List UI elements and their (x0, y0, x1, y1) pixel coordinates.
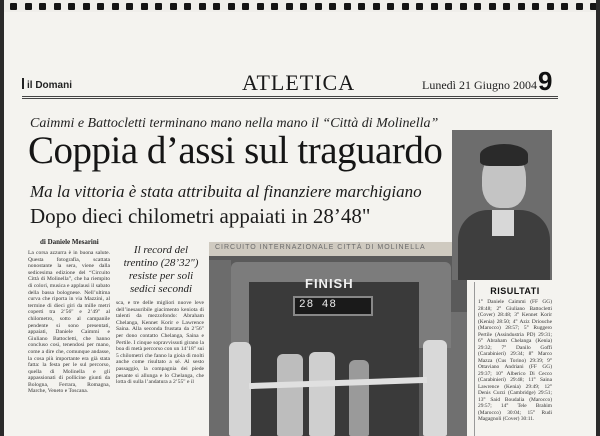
binding-hole (83, 3, 90, 10)
binding-hole (54, 3, 61, 10)
spectator-left (229, 342, 251, 436)
runner-battocletti (309, 352, 335, 436)
binding-hole (126, 3, 133, 10)
binding-hole (387, 3, 394, 10)
binding-hole (402, 3, 409, 10)
binding-hole (576, 3, 583, 10)
portrait-photo (452, 130, 552, 280)
header-bar (22, 78, 24, 89)
binding-hole (460, 3, 467, 10)
subheadline-2: Dopo dieci chilometri appaiati in 28’48" (30, 204, 371, 228)
binding-hole (25, 3, 32, 10)
binding-hole (242, 3, 249, 10)
side-advertising-board (209, 260, 231, 436)
binding-hole (532, 3, 539, 10)
binding-hole (155, 3, 162, 10)
binding-hole (97, 3, 104, 10)
binding-hole (329, 3, 336, 10)
results-list: 1° Daniele Caimmi (FF GG) 28:48; 2° Giuliano Battocletti (Cover) 28:48; 3° Kennet Korir (Kenia) 28:50; 4° Aziz Driouche (Marocco) 28:57; 5° Ruggero Pertile (Assindustria PD) 29:31; 6° Abraham Chelanga (Kenia) 29:32; 7° Danilo Goffi (Carabinieri) 29:34; 8° Marco Mazza (Cus Torino) 29:39; 9° Ottaviano Andriani (FF GG) 29:37; 10° Alberico Di Cecco (Carabinieri) 29:48; 11° Saina Lawrence (Kenia) 29:49; 12° Denis Curzi (Cambridge) 29:51; 13° Said Boudalia (Marocco) 29:57; 14° Tele Brahim (Marocco) 30:04; 15° Rudi Magagnoli (Cover) 30:11. (478, 299, 552, 422)
pull-quote: Il record del trentino (28’32") resiste per soli sedici secondi (123, 244, 199, 295)
binding-hole (416, 3, 423, 10)
byline: di Daniele Mesarini (40, 238, 99, 246)
finish-line-photo (209, 242, 467, 436)
newspaper-page (4, 0, 596, 436)
runner-caimmi (277, 354, 303, 436)
binding-hole (344, 3, 351, 10)
binding-hole (271, 3, 278, 10)
spiral-binding (4, 0, 596, 12)
race-clock (293, 296, 373, 316)
binding-hole (213, 3, 220, 10)
binding-hole (141, 3, 148, 10)
portrait-collar (492, 210, 514, 236)
issue-date: Lunedì 21 Giugno 2004 (422, 78, 537, 92)
header-rule (22, 96, 558, 97)
binding-hole (474, 3, 481, 10)
portrait-hair (480, 144, 528, 166)
race-banner-text: CIRCUITO INTERNAZIONALE CITTÀ DI MOLINELLA (215, 244, 426, 251)
binding-hole (286, 3, 293, 10)
article-column-1: La corsa azzurra è in buona salute. Questa fotografia, scattata nonostante la sera, viene dalla sedicesima edizione del “Circuito Città di Molinella”, che ha riempito di colori, musica e applausi il sabato della bassa bolognese. Nell’ultima curva che riporta in via Mazzini, al termine di dieci giri da mille metri coperti tra 2’56" e 2’49" al chilometro, sotto al campanile pendente si sono presentati, appaiati, Daniele Caimmi e Giuliano Battocletti, che hanno concluso così, tenendosi per mano, come a dire che, comunque andasse, la cosa più importante era già stata fatta: la festa per le sul percorso, quella di Molinella e gli appassionati di pollicine giunti da Bologna, Ferrara, Romagna, Marche, Veneto e Toscana. (28, 250, 110, 395)
page-header (4, 66, 596, 98)
binding-hole (184, 3, 191, 10)
headline: Coppia d’assi sul traguardo (28, 129, 443, 172)
binding-hole (590, 3, 596, 10)
binding-hole (39, 3, 46, 10)
binding-hole (199, 3, 206, 10)
spectator-right (423, 340, 447, 436)
binding-hole (518, 3, 525, 10)
results-box (474, 282, 555, 436)
binding-hole (547, 3, 554, 10)
binding-hole (373, 3, 380, 10)
page-number: 9 (538, 66, 553, 96)
race-banner (209, 242, 467, 256)
binding-hole (489, 3, 496, 10)
binding-hole (358, 3, 365, 10)
binding-hole (300, 3, 307, 10)
binding-hole (561, 3, 568, 10)
section-title: ATLETICA (242, 70, 356, 95)
binding-hole (445, 3, 452, 10)
binding-hole (503, 3, 510, 10)
article-column-2: sca, e tre delle migliori nuove leve dell’inesauribile giacimento keniota di talenti da mezzofondo: Abraham Chelanga, Kennet Korir e Lawrence Saina. Alla seconda frustata da 2’56" per dono contatto Chelanga, Saina e Pertile. I cinque sopravvissuti girano la boa di metà percorso con un 14’18" sui 5 chilometri che fanno la gioia di molti anche come risultato a sé. Al sesto passaggio, la compagnia dei piede pesante si allunga e lo Chelanga, che lotta di sulla l’andatura a 2’55" e il (116, 300, 204, 386)
binding-hole (112, 3, 119, 10)
binding-hole (431, 3, 438, 10)
binding-hole (68, 3, 75, 10)
kicker: Caimmi e Battocletti terminano mano nella mano il “Città di Molinella” (30, 116, 439, 131)
finish-sign: FINISH (305, 276, 354, 291)
binding-hole (315, 3, 322, 10)
header-rule-2 (22, 98, 558, 99)
binding-hole (257, 3, 264, 10)
binding-hole (170, 3, 177, 10)
race-clock-time: 28 48 (299, 299, 338, 311)
results-title: RISULTATI (490, 286, 540, 296)
subheadline-1: Ma la vittoria è stata attribuita al finanziere marchigiano (30, 182, 422, 201)
newspaper-name: il Domani (27, 80, 73, 91)
spectator-middle (349, 360, 369, 436)
binding-hole (10, 3, 17, 10)
binding-hole (228, 3, 235, 10)
